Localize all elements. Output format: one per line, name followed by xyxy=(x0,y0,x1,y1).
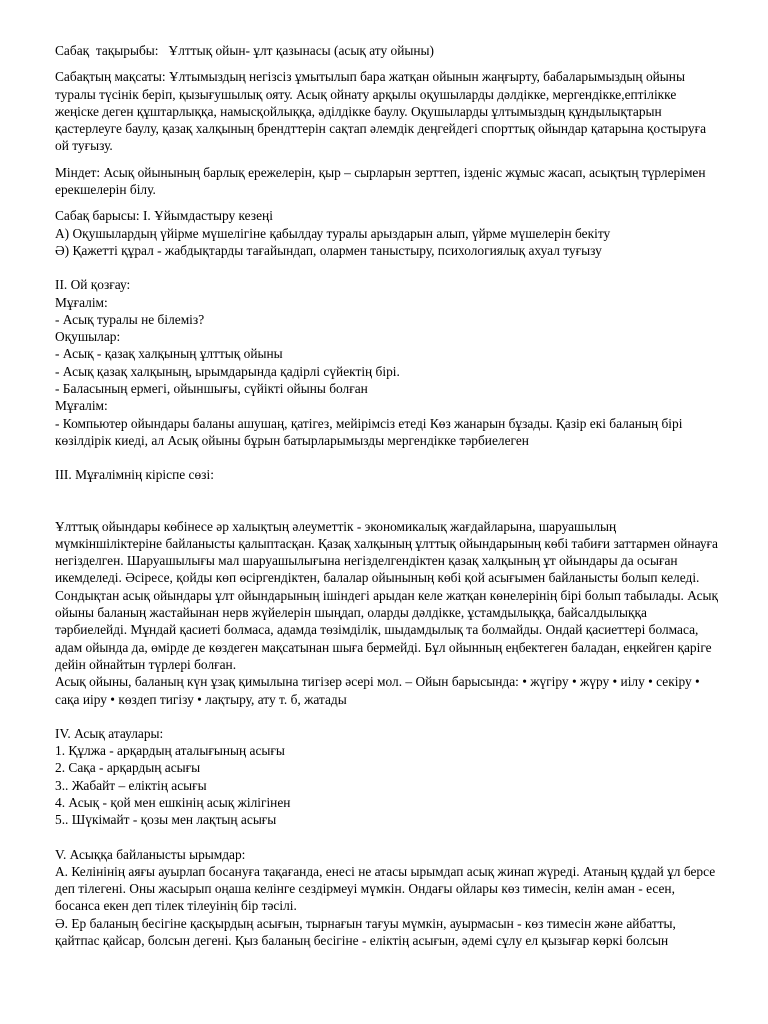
section2-line: - Асық туралы не білеміз? xyxy=(55,311,205,327)
lesson-goal: Сабақтың мақсаты: Ұлтымыздың негізсіз ұмытылып бара жатқан ойынын жаңғырту, бабаларымыздың ойыны туралы түсінік беріп, қызығушылық ояту. Асық ойнату арқылы оқушыларды дәлдікке, мергендікке,ептілікке жеңіске деген құштарлыққа, намысқойлыққа, әділдікке баулу. Оқушыларды ұлтымыздың құндылықтарын қастерлеуге баулу, қазақ халқының брендттерін сақтап әлемдік деңгейдегі спорттық ойындар қатарына қостыруға ой туғызу. xyxy=(55,69,707,154)
section3-paragraph: Ұлттық ойындары көбінесе әр халықтың әлеуметтік - экономикалық жағдайларына, шаруашылың мүмкіншіліктеріне байланысты қалыптасқан. Қазақ халқының ұлттық ойындарының көбі табиғи заттармен ойнауға негізделген. Шаруашылығы мал шаруашылығына негізделгендіктен қазақ халқының ұт ойындары да осыған икемделеді. Әсіресе, қойды көп өсіргендіктен, балалар ойынының көбі қой асығымен байланысты болып келеді. Сондықтан асық ойындары ұлт ойындарының ішіндегі арыдан келе жатқан көнелерінің бірі болып табылады. Асық ойыны баланың жастайынан нерв жүйелерін шыңдап, оларды дәлдікке, ұстамдылыққа, байсалдылыққа тәрбиелейді. Мұндай қасиеті болмаса, адамда төзімділік, шыдамдылық та болмайды. Ондай қасиеттері болмаса, адам ойында да, өмірде де көздеген мақсатынан шыға бермейді. Бұл ойынның еңбектеген баладан, еңкейген қаріге дейін ойнайтын түрлері болған. xyxy=(55,518,719,672)
section2-line: - Компьютер ойындары баланы ашушаң, қатігез, мейірімсіз етеді Көз жанарын бұзады. Қазір екі баланың бірі көзілдірік киеді, ал Асық ойыны бұрын батырларымызды мергендікке тәрбиелеген xyxy=(55,415,683,448)
section5-heading: V. Асыққа байланысты ырымдар: xyxy=(55,846,246,862)
section2-line: Мұғалім: xyxy=(55,398,108,414)
progress-item: Ә) Қажетті құрал - жабдықтарды тағайындап, олармен таныстыру, психологиялық ахуал туғызу xyxy=(55,242,602,258)
section5-paragraph: Ә. Ер баланың бесігіне қасқырдың асығын, тырнағын тағуы мүмкін, ауырмасын - көз тимесін және айбатты, қайтпас қайсар, болсын дегені. Қыз баланың бесігіне - еліктің асығын, әдемі сұлу ел қызығар көркі болсын xyxy=(55,915,676,949)
section2-heading: II. Ой қозғау: xyxy=(55,277,131,293)
lesson-task: Міндет: Асық ойынының барлық ережелерін, қыр – сырларын зерттеп, ізденіс жұмыс жасап, асықтың түрлерімен ерекшелерін білу. xyxy=(55,164,706,198)
progress-item: А) Оқушылардың үйірме мүшелігіне қабылдау туралы арыздарын алып, үйрме мүшелерін бекіту xyxy=(55,225,611,241)
section4-heading: IV. Асық атаулары: xyxy=(55,725,164,741)
section2-line: - Асық - қазақ халқының ұлттық ойыны xyxy=(55,346,283,362)
section4-item: 1. Құлжа - арқардың аталығының асығы xyxy=(55,743,285,759)
section2-line: - Баласының ермегі, ойыншығы, сүйікті ойыны болған xyxy=(55,381,368,397)
section2-line: - Асық қазақ халқының, ырымдарында қадірлі сүйектің бірі. xyxy=(55,363,400,379)
section4-item: 2. Сақа - арқардың асығы xyxy=(55,760,201,776)
section3-paragraph: Асық ойыны, баланың күн ұзақ қимылына тигізер әсері мол. – Ойын барысында: • жүгіру • жүру • иілу • секіру • сақа иіру • көздеп тигізу • лақтыру, ату т. б, жатады xyxy=(55,674,700,707)
section3-heading: III. Мұғалімнің кіріспе сөзі: xyxy=(55,467,214,483)
section2-line: Мұғалім: xyxy=(55,294,108,310)
section4-item: 5.. Шүкімайт - қозы мен лақтың асығы xyxy=(55,812,277,828)
section4-item: 3.. Жабайт – еліктің асығы xyxy=(55,777,207,793)
section5-paragraph: А. Келінінің аяғы ауырлап босануға тақағанда, енесі не атасы ырымдап асық жинап жүреді. Атаның құдай ұл берсе деп тілегені. Оны жасырып оңаша келінге сездірмеуі мүмкін. Ондағы ойлары көз тимесін, келін аман - есен, босанса екен деп тілек тілеуінің бір тәсілі. xyxy=(55,863,716,914)
progress-heading: Сабақ барысы: I. Ұйымдастыру кезеңі xyxy=(55,208,273,224)
section4-item: 4. Асық - қой мен ешкінің асық жілігінен xyxy=(55,794,291,810)
section2-line: Оқушылар: xyxy=(55,329,121,345)
lesson-title: Сабақ тақырыбы: Ұлттық ойын- ұлт қазынасы (асық ату ойыны) xyxy=(55,43,434,58)
